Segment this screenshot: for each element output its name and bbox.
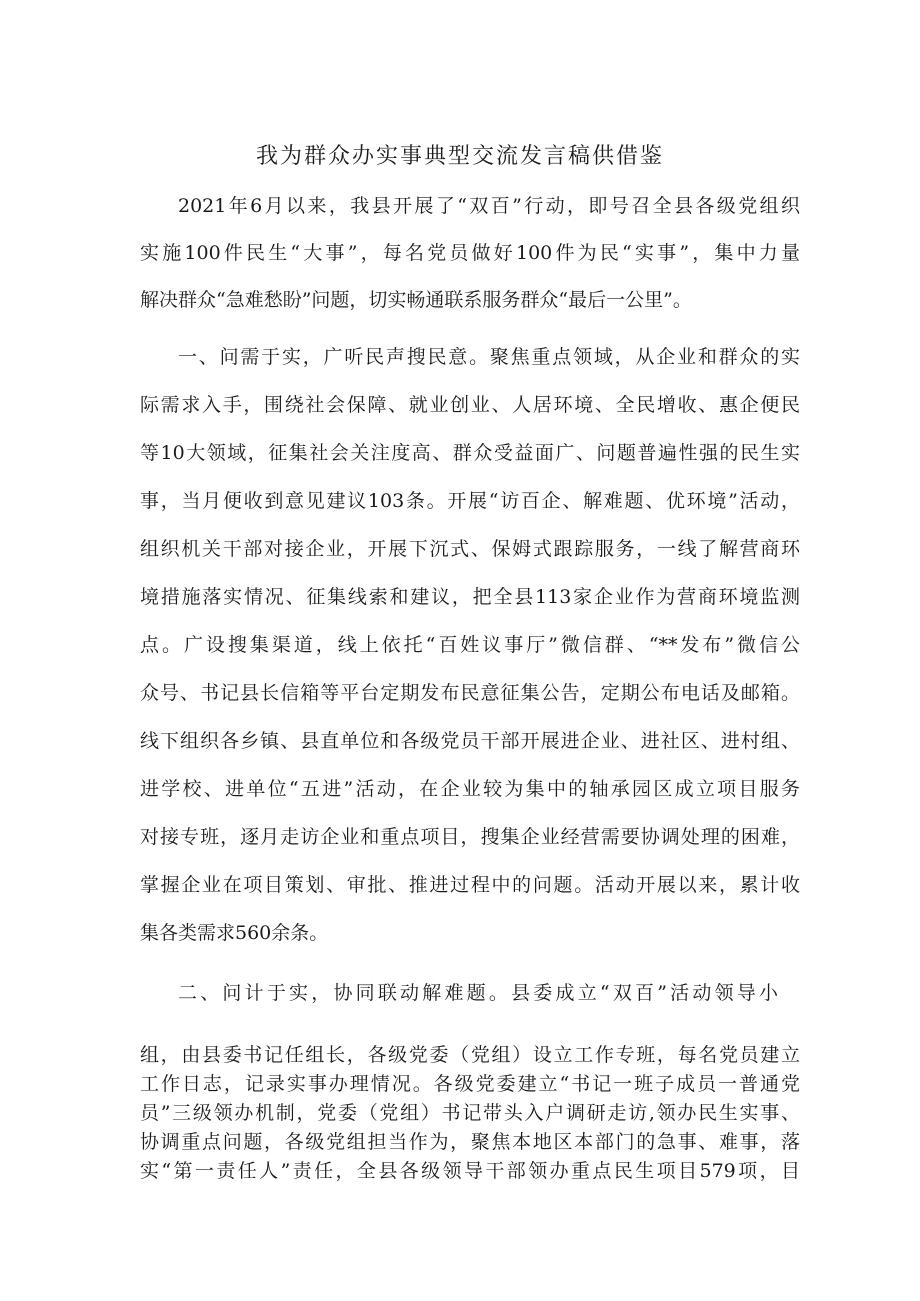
- paragraph-3-line: 组，由县委书记任组长，各级党委（党组）设立工作专班，每名党员建立: [140, 1044, 800, 1066]
- paragraph-2-line: 等10大领域，征集社会关注度高、群众受益面广、问题普遍性强的民生实: [140, 442, 800, 464]
- paragraph-2-line: 掌握企业在项目策划、审批、推进过程中的问题。活动开展以来，累计收: [140, 874, 800, 896]
- paragraph-3-line: 协调重点问题，各级党组担当作为，聚焦本地区本部门的急事、难事，落: [140, 1131, 800, 1153]
- paragraph-1-line: 解决群众“急难愁盼”问题，切实畅通联系服务群众“最后一公里”。: [140, 289, 692, 311]
- paragraph-3-line: 员”三级领办机制，党委（党组）书记带头入户调研走访,领办民生实事、: [140, 1102, 800, 1124]
- paragraph-2-line: 进学校、进单位“五进”活动，在企业较为集中的轴承园区成立项目服务: [140, 778, 800, 800]
- paragraph-2-line: 组织机关干部对接企业，开展下沉式、保姆式跟踪服务，一线了解营商环: [140, 538, 800, 560]
- paragraph-2-line: 境措施落实情况、征集线索和建议，把全县113家企业作为营商环境监测: [140, 586, 800, 608]
- paragraph-2-line: 一、问需于实，广听民声搜民意。聚焦重点领域，从企业和群众的实: [178, 346, 800, 368]
- paragraph-3-line: 实“第一责任人”责任，全县各级领导干部领办重点民生项目579项，目: [140, 1160, 800, 1182]
- paragraph-1-line: 2021年6月以来，我县开展了“双百”行动，即号召全县各级党组织: [178, 195, 800, 217]
- paragraph-2-line: 事，当月便收到意见建议103条。开展“访百企、解难题、优环境”活动，: [140, 490, 800, 512]
- paragraph-3-line: 工作日志，记录实事办理情况。各级党委建立“书记一班子成员一普通党: [140, 1073, 800, 1095]
- paragraph-1-line: 实施100件民生“大事”，每名党员做好100件为民“实事”，集中力量: [140, 242, 800, 264]
- paragraph-2-line: 对接专班，逐月走访企业和重点项目，搜集企业经营需要协调处理的困难，: [140, 826, 800, 848]
- paragraph-2-line: 际需求入手，围绕社会保障、就业创业、人居环境、全民增收、惠企便民: [140, 394, 800, 416]
- paragraph-2-line: 众号、书记县长信箱等平台定期发布民意征集公告，定期公布电话及邮箱。: [140, 682, 800, 704]
- paragraph-2-line: 点。广设搜集渠道，线上依托“百姓议事厅”微信群、“**发布”微信公: [140, 634, 800, 656]
- document-title: 我为群众办实事典型交流发言稿供借鉴: [255, 144, 664, 169]
- paragraph-2-line: 线下组织各乡镇、县直单位和各级党员干部开展进企业、进社区、进村组、: [140, 730, 800, 752]
- paragraph-3-heading: 二、问计于实，协同联动解难题。县委成立“双百”活动领导小: [178, 982, 778, 1004]
- paragraph-2-line: 集各类需求560余条。: [140, 922, 329, 944]
